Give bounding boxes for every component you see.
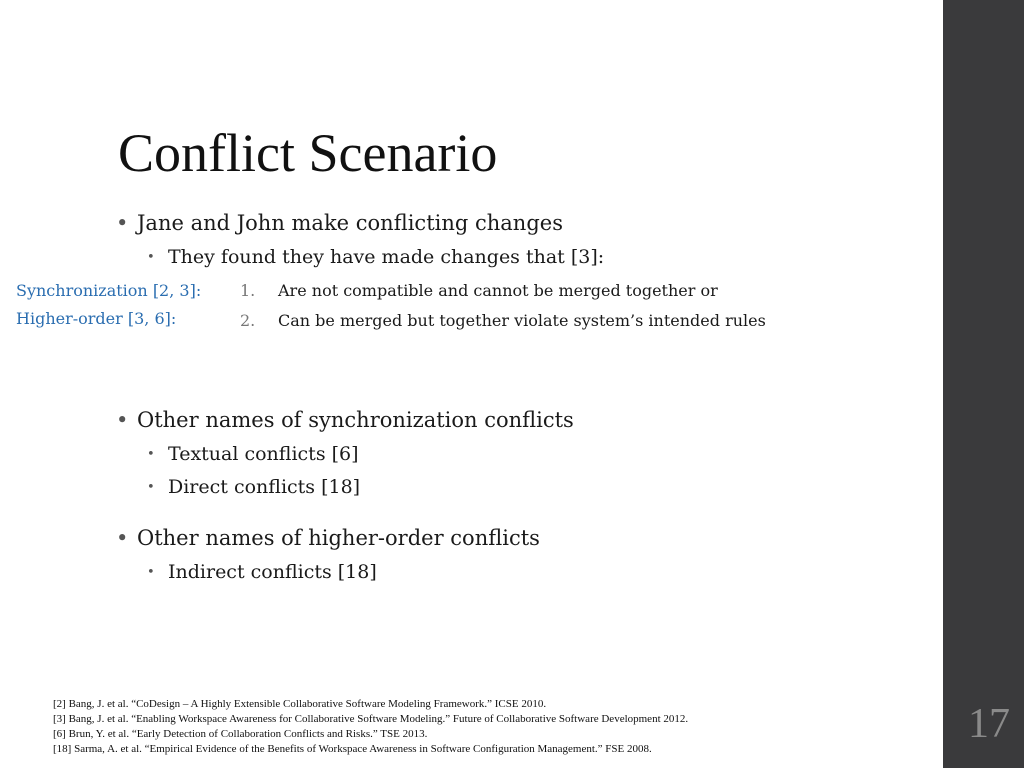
bullet-text: Direct conflicts [18] (168, 476, 361, 498)
bullet-dot-icon: • (116, 408, 129, 432)
slide-title: Conflict Scenario (118, 123, 498, 183)
sub-bullet-direct (147, 476, 360, 498)
bullet-text: Textual conflicts [6] (168, 443, 359, 465)
reference-item: [18] Sarma, A. et al. “Empirical Evidence of the Benefits of Workspace Awareness in Software Configuration Management.” FSE 2008. (53, 743, 652, 755)
bullet-text: Indirect conflicts [18] (168, 561, 377, 583)
item-number: 2. (240, 311, 256, 330)
bullet-text: Other names of higher-order conflicts (137, 526, 540, 550)
item-text: Are not compatible and cannot be merged together or (278, 281, 718, 300)
numbered-item-2 (240, 311, 766, 330)
reference-item: [3] Bang, J. et al. “Enabling Workspace Awareness for Collaborative Software Modeling.” Future of Collaborative Software Development 2012. (53, 713, 689, 725)
sidebar (943, 0, 1024, 768)
sub-bullet-textual (147, 443, 359, 465)
bullet-text: Jane and John make conflicting changes (137, 211, 563, 235)
item-text: Can be merged but together violate system’s intended rules (278, 311, 766, 330)
bullet-dot-icon: • (116, 526, 129, 550)
sub-bullet-indirect (147, 561, 377, 583)
bullet-dot-icon: • (116, 211, 129, 235)
side-label-synchronization: Synchronization [2, 3]: (16, 281, 202, 300)
bullet-dot-icon: • (147, 565, 155, 580)
bullet-sync-names (116, 408, 574, 432)
reference-item: [2] Bang, J. et al. “CoDesign – A Highly Extensible Collaborative Software Modeling Framework.” ICSE 2010. (53, 698, 547, 710)
bullet-text: They found they have made changes that [3]: (168, 246, 605, 268)
reference-item: [6] Brun, Y. et al. “Early Detection of Collaboration Conflicts and Risks.” TSE 2013. (53, 728, 428, 740)
sub-bullet-changes-found (147, 246, 604, 268)
references (53, 697, 688, 757)
numbered-item-1 (240, 281, 718, 300)
bullet-text: Other names of synchronization conflicts (137, 408, 574, 432)
bullet-conflicting-changes (116, 211, 563, 235)
bullet-dot-icon: • (147, 480, 155, 495)
slide-number: 17 (968, 701, 1010, 747)
bullet-higher-order-names (116, 526, 540, 550)
bullet-dot-icon: • (147, 447, 155, 462)
item-number: 1. (240, 281, 256, 300)
bullet-dot-icon: • (147, 250, 155, 265)
side-label-higher-order: Higher-order [3, 6]: (16, 309, 177, 328)
